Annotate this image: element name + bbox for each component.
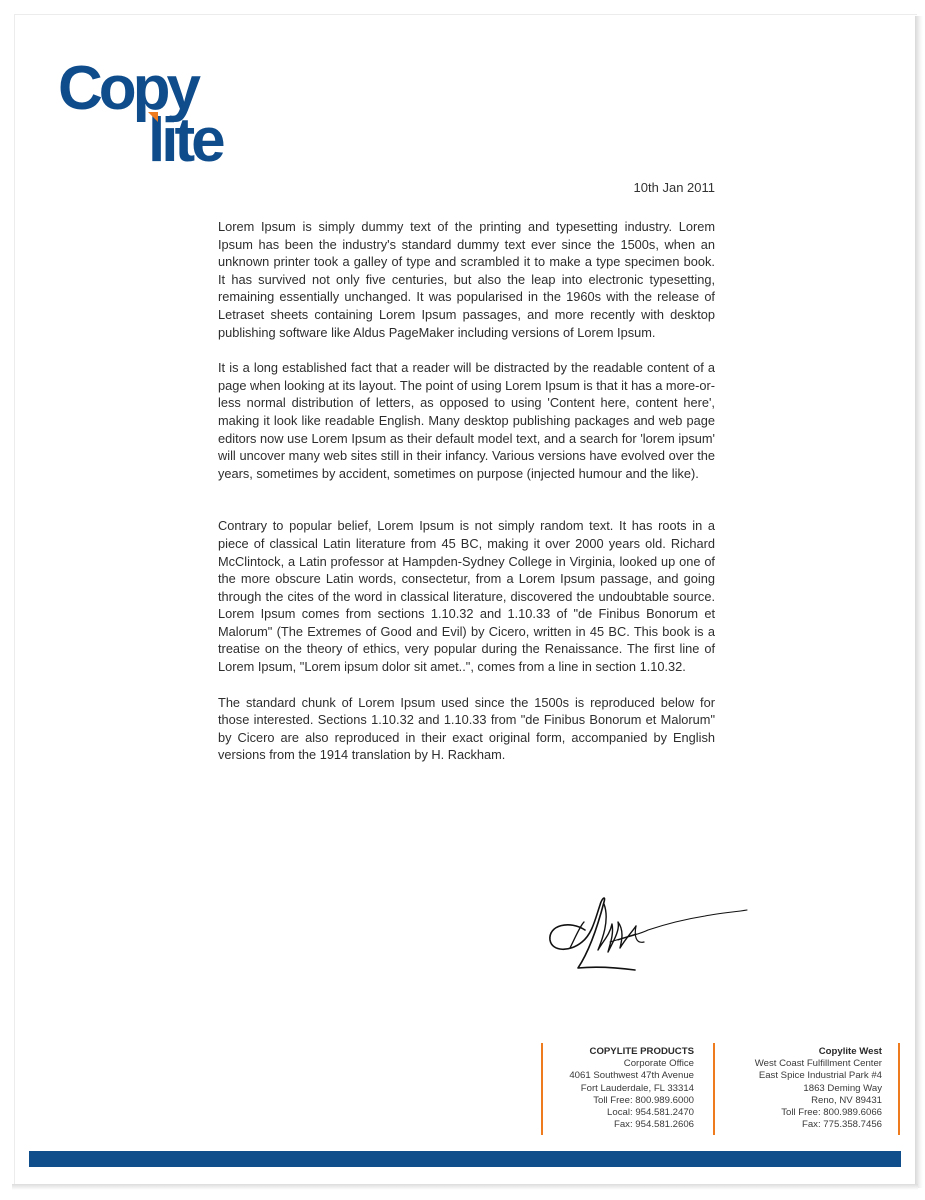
office-line: Fax: 775.358.7456 bbox=[801, 1119, 882, 1131]
office-line: Local: 954.581.2470 bbox=[607, 1107, 694, 1119]
letter-body bbox=[218, 218, 715, 764]
sheet-edge-left bbox=[14, 14, 15, 1186]
signature-image bbox=[540, 890, 755, 975]
footer-color-bar bbox=[29, 1151, 901, 1167]
office-line: Fax: 954.581.2606 bbox=[613, 1119, 694, 1131]
office-line: Corporate Office bbox=[623, 1058, 694, 1070]
sheet-edge-top bbox=[14, 14, 917, 15]
office-block-west bbox=[719, 1046, 882, 1138]
office-line: Fort Lauderdale, FL 33314 bbox=[580, 1082, 694, 1094]
office-line: Toll Free: 800.989.6066 bbox=[781, 1107, 882, 1119]
copylite-logo bbox=[58, 54, 238, 175]
office-line: Reno, NV 89431 bbox=[811, 1094, 882, 1106]
logo-word-copy: Copy bbox=[58, 54, 197, 123]
office-line: East Spice Industrial Park #4 bbox=[758, 1070, 882, 1082]
paragraph-3: Contrary to popular belief, Lorem Ipsum is not simply random text. It has roots in a piece of classical Latin literature from 45 BC, making it over 2000 years old. Richard McClintock, a Latin professor at Hampden-Sydney College in Virginia, looked up one of the more obscure Latin words, consectetur, from a Lorem Ipsum passage, and going through the cites of the word in classical literature, discovered the undoubtable source. Lorem Ipsum comes from sections 1.10.32 and 1.10.33 of "de Finibus Bonorum et Malorum" (The Extremes of Good and Evil) by Cicero, written in 45 BC. This book is a treatise on the theory of ethics, very popular during the Renaissance. The first line of Lorem Ipsum, "Lorem ipsum dolor sit amet..", comes from a line in section 1.10.32. bbox=[218, 518, 715, 675]
office-line: 4061 Southwest 47th Avenue bbox=[569, 1070, 694, 1082]
logo-word-lite: lite bbox=[148, 106, 222, 175]
office-line: West Coast Fulfillment Center bbox=[754, 1058, 882, 1070]
footer-divider-3 bbox=[898, 1043, 900, 1135]
paragraph-2: It is a long established fact that a reader will be distracted by the readable content of a page when looking at its layout. The point of using Lorem Ipsum is that it has a more-or-less normal distribution of letters, as opposed to using 'Content here, content here', making it look like readable English. Many desktop publishing packages and web page editors now use Lorem Ipsum as their default model text, and a search for 'lorem ipsum' will uncover many web sites still in their infancy. Various versions have evolved over the years, sometimes by accident, sometimes on purpose (injected humour and the like). bbox=[218, 360, 715, 481]
paragraph-1: Lorem Ipsum is simply dummy text of the printing and typesetting industry. Lorem Ipsum has been the industry's standard dummy text ever since the 1500s, when an unknown printer took a galley of type and scrambled it to make a type specimen book. It has survived not only five centuries, but also the leap into electronic typesetting, remaining essentially unchanged. It was popularised in the 1960s with the release of Letraset sheets containing Lorem Ipsum passages, and more recently with desktop publishing software like Aldus PageMaker including versions of Lorem Ipsum. bbox=[218, 219, 715, 340]
paragraph-4: The standard chunk of Lorem Ipsum used since the 1500s is reproduced below for those interested. Sections 1.10.32 and 1.10.33 from "de Finibus Bonorum et Malorum" by Cicero are also reproduced in their exact original form, accompanied by English versions from the 1914 translation by H. Rackham. bbox=[218, 694, 715, 763]
footer-divider-2 bbox=[713, 1043, 715, 1135]
footer-divider-1 bbox=[541, 1043, 543, 1135]
office-title: COPYLITE PRODUCTS bbox=[589, 1046, 694, 1057]
office-line: 1863 Deming Way bbox=[803, 1082, 882, 1094]
office-block-corporate bbox=[549, 1046, 694, 1138]
letter-date: 10th Jan 2011 bbox=[633, 180, 715, 195]
office-line: Toll Free: 800.989.6000 bbox=[593, 1094, 694, 1106]
page-shadow-bottom bbox=[12, 1184, 918, 1190]
logo-accent-triangle bbox=[148, 112, 158, 122]
page-shadow-right bbox=[915, 16, 923, 1188]
office-title: Copylite West bbox=[818, 1046, 882, 1057]
